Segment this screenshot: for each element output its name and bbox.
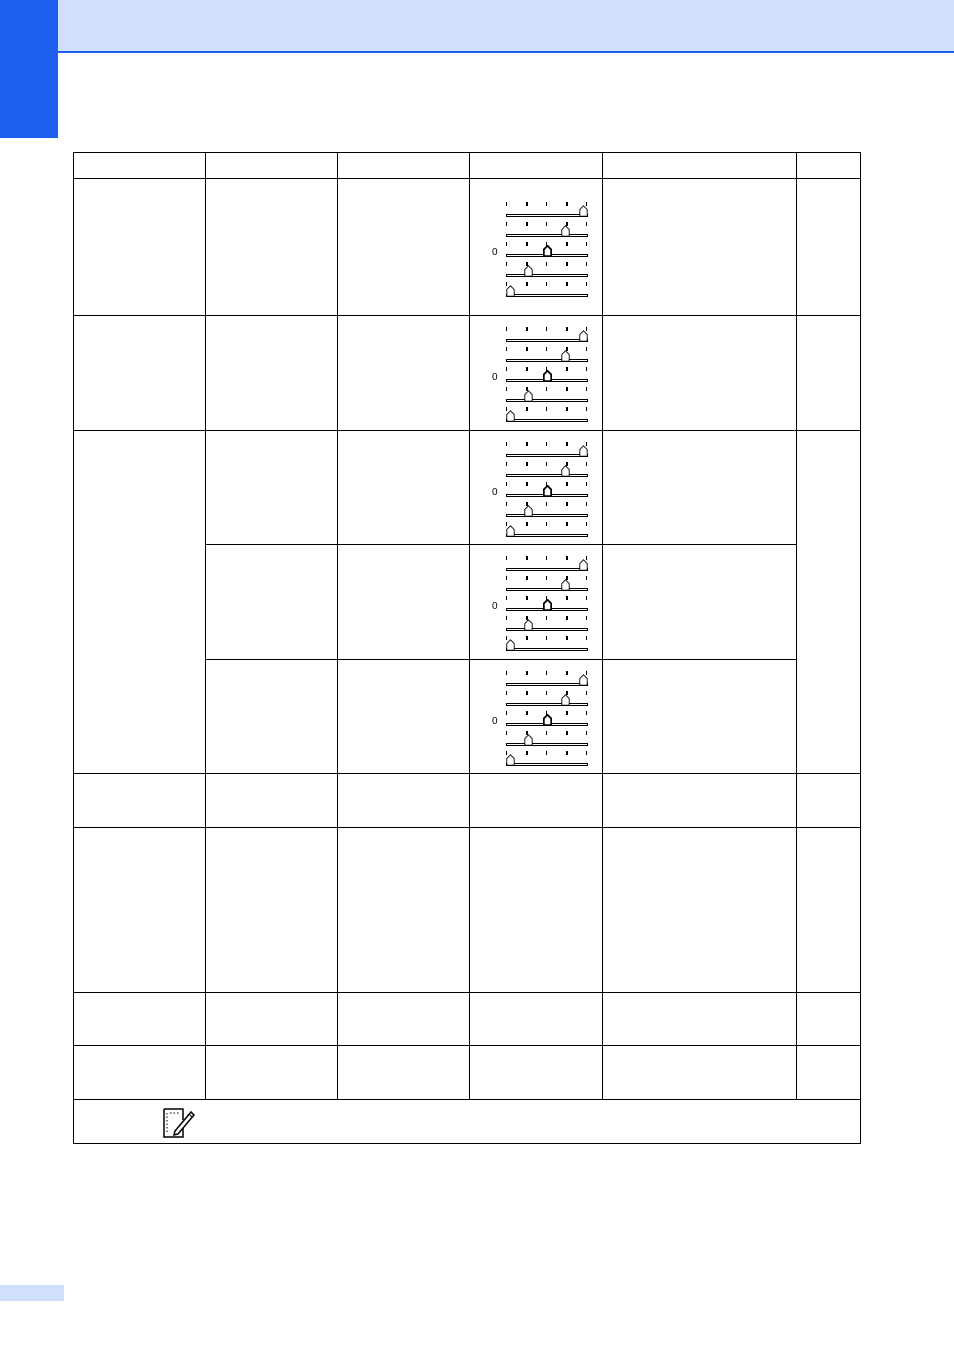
slider-tick: [506, 367, 507, 371]
table-cell: [603, 316, 797, 431]
table-cell: [797, 316, 861, 431]
slider-thumb: [506, 285, 515, 297]
table-cell: [797, 774, 861, 828]
slider-row: [506, 199, 588, 219]
slider-row: [506, 613, 588, 633]
slider-tick: [586, 407, 587, 411]
level-slider-diagram: [492, 199, 588, 299]
slider-tick: [506, 442, 507, 446]
zero-label: 0: [492, 247, 498, 258]
table-cell: [74, 431, 206, 774]
slider-tick: [526, 522, 528, 526]
slider-thumb: [543, 245, 552, 257]
slider-row: [506, 239, 588, 259]
slider-track: [506, 454, 588, 457]
table-row: [74, 316, 861, 431]
chapter-tab: [0, 0, 58, 138]
slider-tick: [566, 367, 568, 371]
slider-thumb: [506, 525, 515, 537]
slider-row: [506, 573, 588, 593]
slider-tick: [526, 347, 528, 351]
slider-tick: [526, 327, 528, 331]
slider-track: [506, 628, 588, 631]
slider-tick: [506, 556, 507, 560]
slider-tick: [506, 242, 507, 246]
note-row: [74, 1100, 861, 1144]
slider-thumb: [579, 330, 588, 342]
slider-tick: [526, 242, 528, 246]
slider-tick: [506, 347, 507, 351]
slider-tick: [546, 522, 547, 526]
slider-tick: [526, 596, 528, 600]
slider-tick: [566, 636, 568, 640]
slider-tick: [586, 691, 587, 695]
slider-tick: [586, 616, 587, 620]
slider-tick: [566, 596, 568, 600]
slider-tick: [526, 751, 528, 755]
slider-track: [506, 474, 588, 477]
slider-cell: [470, 179, 603, 316]
slider-thumb: [543, 599, 552, 611]
table-row: [74, 1046, 861, 1100]
slider-tick: [546, 671, 547, 675]
slider-tick: [526, 556, 528, 560]
header-cell: [338, 153, 470, 179]
slider-track: [506, 568, 588, 571]
slider-thumb: [524, 265, 533, 277]
table-cell: [206, 545, 338, 660]
slider-row: [506, 553, 588, 573]
header-bar: [58, 0, 954, 53]
slider-tick: [586, 482, 587, 486]
slider-row: [506, 384, 588, 404]
table-cell: [206, 316, 338, 431]
table-cell: [470, 774, 603, 828]
slider-row: [506, 688, 588, 708]
slider-tick: [526, 442, 528, 446]
table-cell: [338, 828, 470, 993]
slider-tick: [506, 731, 507, 735]
slider-tick: [506, 387, 507, 391]
slider-tick: [506, 596, 507, 600]
slider-row: [506, 439, 588, 459]
slider-tick: [526, 202, 528, 206]
table-cell: [206, 1046, 338, 1100]
slider-tick: [546, 462, 547, 466]
slider-track: [506, 703, 588, 706]
slider-thumb: [524, 390, 533, 402]
slider-tick: [506, 482, 507, 486]
slider-thumb: [506, 754, 515, 766]
slider-tick: [506, 711, 507, 715]
table-row: [74, 774, 861, 828]
slider-tick: [546, 327, 547, 331]
table-cell: [74, 828, 206, 993]
table-cell: [206, 660, 338, 774]
slider-row: [506, 404, 588, 424]
slider-tick: [546, 387, 547, 391]
slider-tick: [506, 691, 507, 695]
slider-tick: [586, 576, 587, 580]
slider-tick: [566, 482, 568, 486]
slider-tick: [586, 462, 587, 466]
table-cell: [338, 993, 470, 1046]
slider-tick: [586, 731, 587, 735]
slider-tick: [526, 367, 528, 371]
slider-track: [506, 399, 588, 402]
slider-row: [506, 219, 588, 239]
slider-thumb: [524, 619, 533, 631]
slider-track: [506, 214, 588, 217]
slider-tick: [586, 222, 587, 226]
slider-tick: [566, 387, 568, 391]
slider-thumb: [579, 674, 588, 686]
slider-tick: [506, 327, 507, 331]
level-slider-diagram: [492, 439, 588, 539]
slider-tick: [506, 202, 507, 206]
slider-tick: [526, 576, 528, 580]
slider-track: [506, 763, 588, 766]
slider-row: [506, 668, 588, 688]
slider-tick: [546, 616, 547, 620]
slider-tick: [586, 751, 587, 755]
slider-track: [506, 648, 588, 651]
table-cell: [338, 1046, 470, 1100]
slider-tick: [566, 711, 568, 715]
slider-thumb: [579, 445, 588, 457]
slider-tick: [526, 691, 528, 695]
slider-thumb: [543, 714, 552, 726]
zero-label: 0: [492, 716, 498, 727]
slider-tick: [586, 262, 587, 266]
slider-cell: [470, 431, 603, 545]
slider-cell: [470, 660, 603, 774]
slider-row: [506, 593, 588, 613]
slider-thumb: [561, 225, 570, 237]
slider-row: [506, 708, 588, 728]
table-cell: [206, 993, 338, 1046]
slider-tick: [526, 222, 528, 226]
table-cell: [206, 431, 338, 545]
settings-table: [73, 152, 861, 1144]
table-cell: [603, 545, 797, 660]
slider-tick: [546, 222, 547, 226]
slider-tick: [566, 556, 568, 560]
slider-thumb: [579, 559, 588, 571]
slider-row: [506, 748, 588, 768]
table-cell: [603, 1046, 797, 1100]
slider-tick: [566, 502, 568, 506]
slider-tick: [546, 407, 547, 411]
slider-tick: [506, 462, 507, 466]
table-cell: [797, 431, 861, 774]
table-row: [74, 431, 861, 545]
table-cell: [74, 179, 206, 316]
slider-tick: [546, 576, 547, 580]
slider-row: [506, 364, 588, 384]
slider-track: [506, 743, 588, 746]
slider-tick: [546, 636, 547, 640]
table-cell: [338, 545, 470, 660]
table-cell: [470, 1046, 603, 1100]
slider-tick: [586, 502, 587, 506]
table-cell: [603, 774, 797, 828]
slider-tick: [546, 442, 547, 446]
slider-track: [506, 274, 588, 277]
slider-tick: [506, 222, 507, 226]
slider-tick: [566, 407, 568, 411]
table-cell: [206, 774, 338, 828]
slider-thumb: [506, 410, 515, 422]
table-cell: [797, 179, 861, 316]
slider-tick: [586, 387, 587, 391]
note-cell: [74, 1100, 861, 1144]
slider-row: [506, 519, 588, 539]
slider-tick: [566, 731, 568, 735]
table-cell: [603, 431, 797, 545]
slider-tick: [526, 407, 528, 411]
slider-thumb: [561, 350, 570, 362]
slider-track: [506, 419, 588, 422]
slider-tick: [566, 442, 568, 446]
slider-tick: [586, 522, 587, 526]
slider-tick: [566, 282, 568, 286]
slider-tick: [546, 556, 547, 560]
header-cell: [797, 153, 861, 179]
slider-tick: [586, 711, 587, 715]
slider-thumb: [543, 370, 552, 382]
slider-track: [506, 514, 588, 517]
slider-tick: [566, 327, 568, 331]
slider-track: [506, 534, 588, 537]
table-row: [74, 179, 861, 316]
slider-tick: [546, 202, 547, 206]
slider-tick: [566, 616, 568, 620]
slider-tick: [566, 671, 568, 675]
slider-tick: [566, 262, 568, 266]
slider-row: [506, 279, 588, 299]
table-cell: [338, 316, 470, 431]
slider-row: [506, 459, 588, 479]
slider-track: [506, 234, 588, 237]
slider-tick: [546, 502, 547, 506]
slider-row: [506, 324, 588, 344]
level-slider-diagram: [492, 668, 588, 768]
table-row: [74, 993, 861, 1046]
slider-tick: [506, 671, 507, 675]
slider-thumb: [543, 485, 552, 497]
level-slider-diagram: [492, 553, 588, 653]
slider-tick: [506, 616, 507, 620]
slider-track: [506, 359, 588, 362]
zero-label: 0: [492, 601, 498, 612]
slider-row: [506, 344, 588, 364]
slider-thumb: [524, 505, 533, 517]
slider-track: [506, 339, 588, 342]
slider-thumb: [561, 465, 570, 477]
slider-track: [506, 588, 588, 591]
table-cell: [470, 993, 603, 1046]
table-cell: [603, 993, 797, 1046]
slider-row: [506, 728, 588, 748]
slider-tick: [586, 282, 587, 286]
table-cell: [470, 828, 603, 993]
slider-tick: [526, 671, 528, 675]
table-cell: [338, 431, 470, 545]
slider-tick: [566, 242, 568, 246]
header-cell: [470, 153, 603, 179]
slider-row: [506, 499, 588, 519]
table-cell: [338, 774, 470, 828]
footer-tab: [0, 1285, 64, 1301]
slider-tick: [526, 282, 528, 286]
slider-thumb: [579, 205, 588, 217]
slider-thumb: [506, 639, 515, 651]
header-cell: [206, 153, 338, 179]
table-cell: [338, 660, 470, 774]
table-cell: [206, 828, 338, 993]
slider-thumb: [561, 579, 570, 591]
table-cell: [603, 660, 797, 774]
slider-tick: [566, 522, 568, 526]
slider-cell: [470, 545, 603, 660]
slider-tick: [546, 751, 547, 755]
table-cell: [74, 1046, 206, 1100]
slider-tick: [526, 636, 528, 640]
header-cell: [603, 153, 797, 179]
slider-tick: [566, 751, 568, 755]
table-cell: [338, 179, 470, 316]
table-cell: [74, 774, 206, 828]
table-header-row: [74, 153, 861, 179]
slider-tick: [546, 347, 547, 351]
slider-track: [506, 294, 588, 297]
slider-tick: [526, 711, 528, 715]
slider-row: [506, 479, 588, 499]
table-row: [74, 828, 861, 993]
slider-cell: [470, 316, 603, 431]
zero-label: 0: [492, 487, 498, 498]
zero-label: 0: [492, 372, 498, 383]
table-cell: [74, 316, 206, 431]
slider-tick: [546, 282, 547, 286]
slider-tick: [586, 347, 587, 351]
slider-tick: [506, 262, 507, 266]
table-cell: [603, 179, 797, 316]
slider-tick: [546, 731, 547, 735]
table-cell: [797, 828, 861, 993]
level-slider-diagram: [492, 324, 588, 424]
slider-tick: [526, 482, 528, 486]
table-cell: [603, 828, 797, 993]
slider-tick: [586, 242, 587, 246]
slider-tick: [586, 636, 587, 640]
slider-track: [506, 683, 588, 686]
slider-tick: [546, 262, 547, 266]
note-pencil-icon: [161, 1106, 195, 1140]
slider-row: [506, 633, 588, 653]
slider-tick: [586, 596, 587, 600]
slider-thumb: [561, 694, 570, 706]
slider-tick: [566, 202, 568, 206]
slider-row: [506, 259, 588, 279]
slider-thumb: [524, 734, 533, 746]
slider-tick: [586, 367, 587, 371]
table-cell: [797, 993, 861, 1046]
header-cell: [74, 153, 206, 179]
slider-tick: [526, 462, 528, 466]
table-cell: [74, 993, 206, 1046]
table-cell: [206, 179, 338, 316]
slider-tick: [546, 691, 547, 695]
slider-tick: [506, 576, 507, 580]
slider-tick: [506, 502, 507, 506]
table-cell: [797, 1046, 861, 1100]
